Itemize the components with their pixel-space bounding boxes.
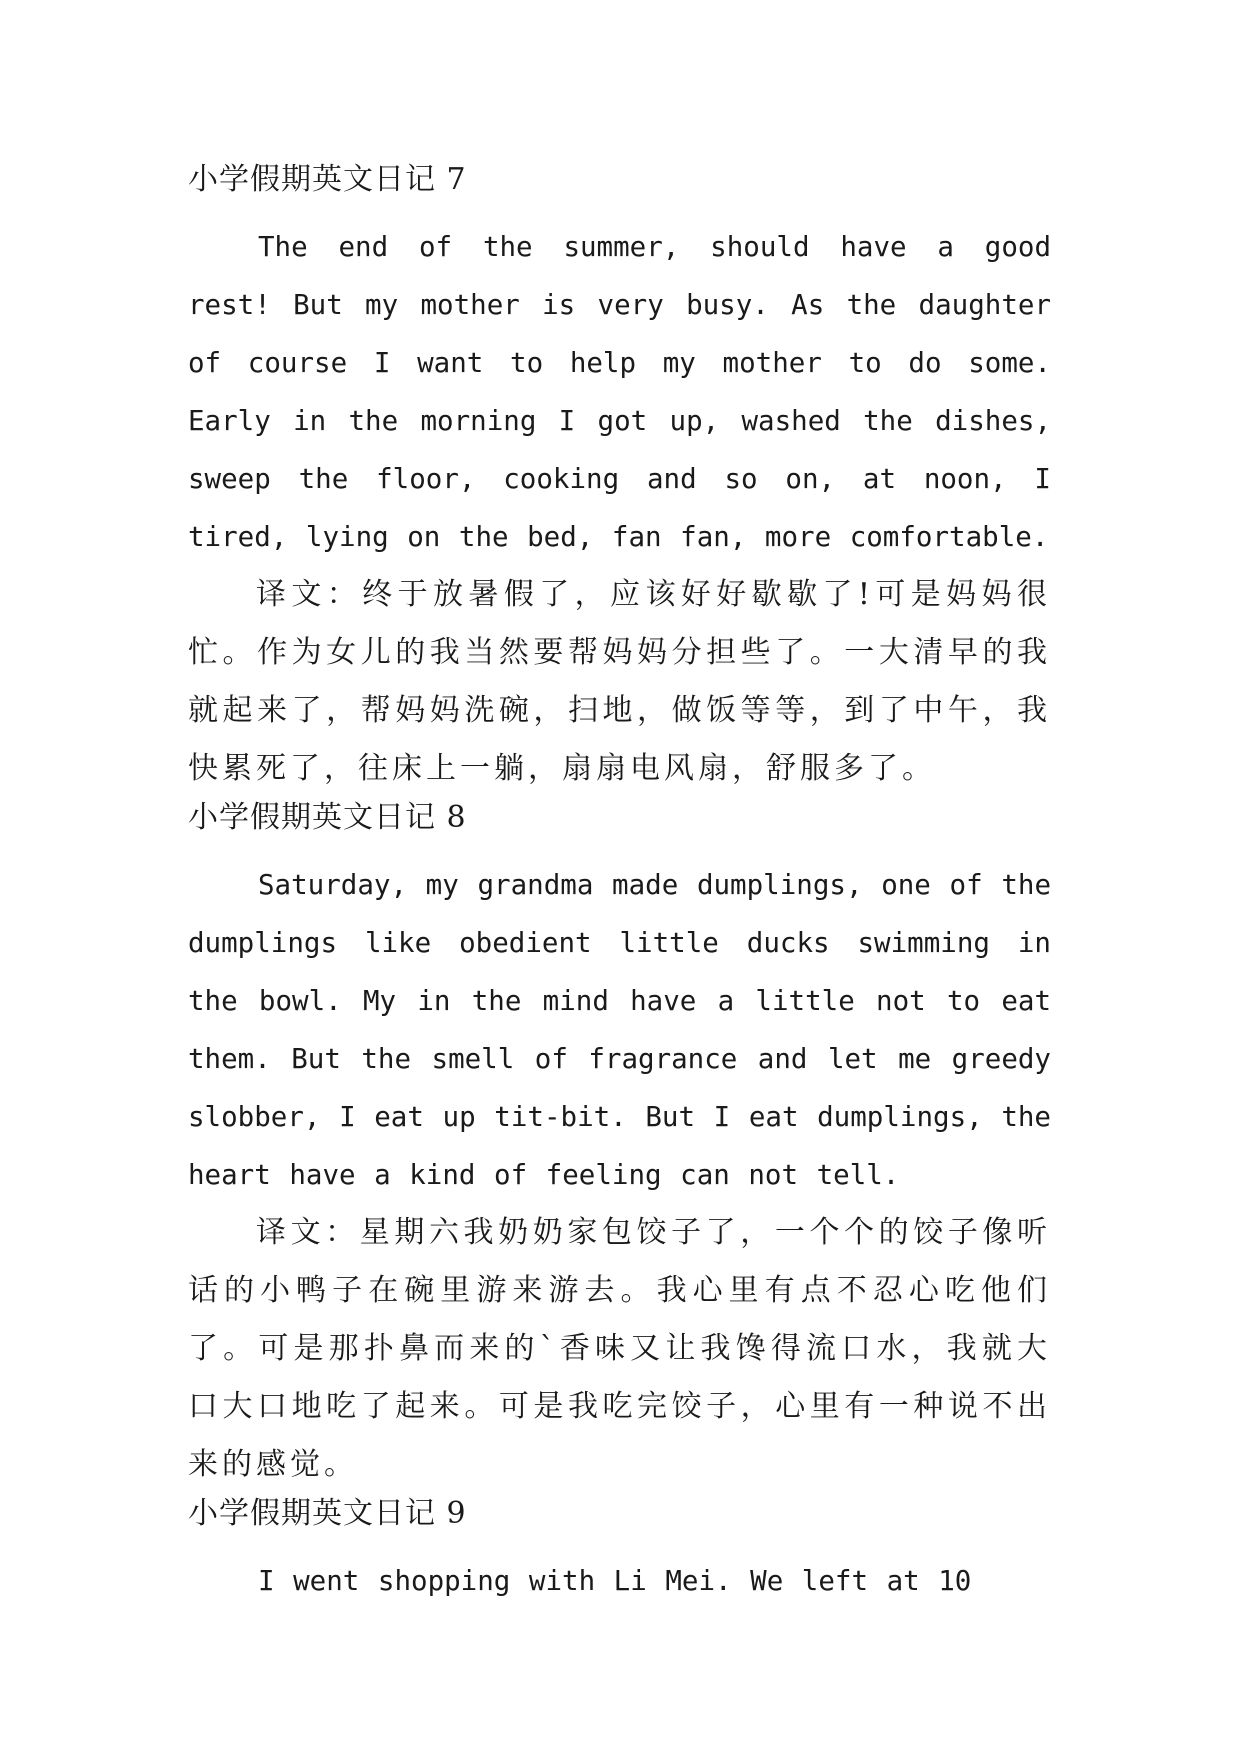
diary-title-8: 小学假期英文日记 8 [188, 800, 467, 835]
diary-english-7: The end of the summer, should have a good rest! But my mother is very busy. As the daughter of course I want to help my mother to do some. Early in the morning I got up, washed the dishes, sweep the floor, cooking and so on, at noon, I tired, lying on the bed, fan fan, more comfortable. [188, 231, 1051, 553]
diary-title-7: 小学假期英文日记 7 [188, 162, 467, 197]
diary-english-9: I went shopping with Li Mei. We left at 10 [258, 1565, 972, 1597]
diary-english-8: Saturday, my grandma made dumplings, one of the dumplings like obedient little ducks swimming in the bowl. My in the mind have a little not to eat them. But the smell of fragrance and let me greedy slobber, I eat up tit-bit. But I eat dumplings, the heart have a kind of feeling can not tell. [188, 869, 1051, 1191]
diary-title-9: 小学假期英文日记 9 [188, 1496, 467, 1531]
diary-translation-8: 译文：星期六我奶奶家包饺子了，一个个的饺子像听话的小鸭子在碗里游来游去。我心里有点不忍心吃他们了。可是那扑鼻而来的`香味又让我馋得流口水，我就大口大口地吃了起来。可是我吃完饺子，心里有一种说不出来的感觉。 [188, 1215, 1051, 1482]
document-page [188, 160, 1051, 1610]
diary-translation-7: 译文：终于放暑假了，应该好好歇歇了!可是妈妈很忙。作为女儿的我当然要帮妈妈分担些了。一大清早的我就起来了，帮妈妈洗碗，扫地，做饭等等，到了中午，我快累死了，往床上一躺，扇扇电风扇，舒服多了。 [188, 577, 1051, 786]
